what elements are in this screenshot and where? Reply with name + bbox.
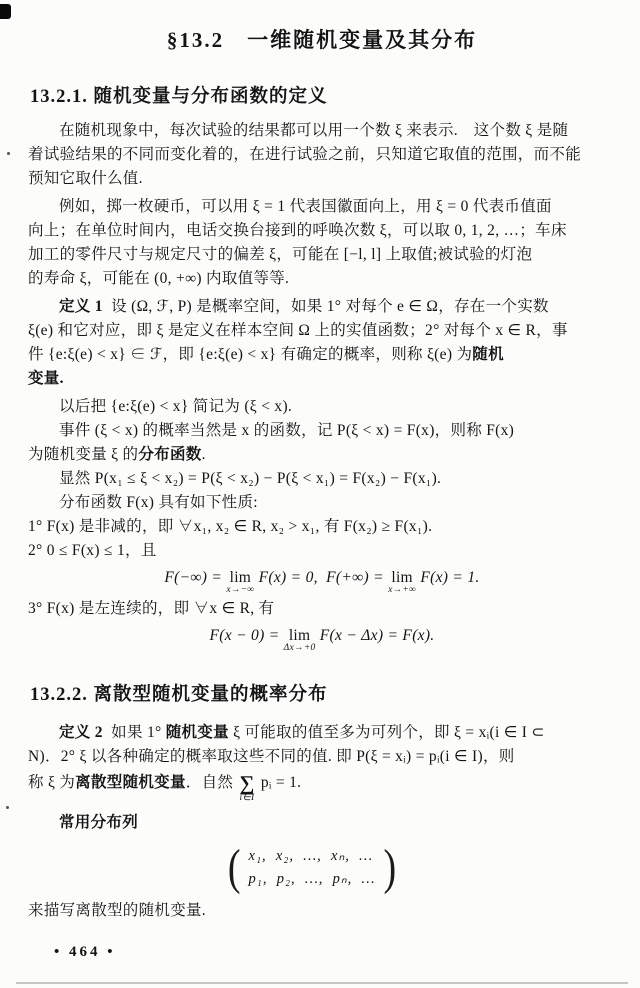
definition-1-line <box>28 343 616 367</box>
definition-2-label: 定义 2 <box>59 724 103 741</box>
formula-text: F(x) = 0, F(+∞) = <box>254 569 389 586</box>
section-heading-13-2-2: 13.2.2. 离散型随机变量的概率分布 <box>30 685 328 705</box>
chapter-title: §13.2 一维随机变量及其分布 <box>166 28 478 52</box>
limit-word: lim <box>288 626 311 644</box>
summation-operator <box>239 773 254 804</box>
limit-operator <box>388 570 416 596</box>
definition-2-text: 如果 1° <box>102 724 166 741</box>
property-2-line: 2° 0 ≤ F(x) ≤ 1，且 <box>28 542 157 559</box>
closing-line: 来描写离散型的随机变量. <box>28 902 206 919</box>
paragraph-line: 着试验结果的不同而变化着的，在进行试验之前，只知道它取值的范围，而不能 <box>28 146 582 163</box>
paragraph-line: 在随机现象中，每次试验的结果都可以用一个数 ξ 来表示. 这个数 ξ 是随 <box>59 122 569 139</box>
section-heading-13-2-1: 13.2.1. 随机变量与分布函数的定义 <box>30 87 328 107</box>
distribution-series-matrix <box>28 840 596 896</box>
paragraph-text: . <box>201 446 206 463</box>
property-3-line: 3° F(x) 是左连续的，即 ∀x ∈ R, 有 <box>28 600 275 617</box>
scan-artifact-corner <box>0 4 11 19</box>
definition-1-text: 件 {e:ξ(e) < x} ∈ ℱ，即 {e:ξ(e) < x} 有确定的概率，则称 ξ(e) 为 <box>28 346 473 363</box>
limit-subscript: x→+∞ <box>388 585 417 595</box>
paragraph-line: 向上；在单位时间内，电话交换台接到的呼唤次数 ξ，可以取 0, 1, 2, …；车床 <box>28 222 567 239</box>
definition-2-text: pᵢ = 1. <box>256 774 302 791</box>
limit-operator <box>284 628 316 654</box>
term-random-variable: 随机变量 <box>165 724 229 741</box>
property-1-line: 1° F(x) 是非减的，即 ∀x₁, x₂ ∈ R, x₂ > x₁, 有 F(x₂) ≥ F(x₁). <box>28 518 433 535</box>
matrix-row-values: x₁, x₂, …, xₙ, … <box>248 848 373 864</box>
paragraph-text: 为随机变量 ξ 的 <box>28 446 139 463</box>
paragraph-line: 以后把 {e:ξ(e) < x} 简记为 (ξ < x). <box>59 398 293 415</box>
definition-2-text: ξ 可能取的值至多为可列个，即 ξ = xᵢ(i ∈ I ⊂ <box>228 724 545 741</box>
definition-1-label: 定义 1 <box>59 298 103 315</box>
paragraph-line: 分布函数 F(x) 具有如下性质: <box>59 494 258 511</box>
term-distribution-function: 分布函数 <box>138 446 202 463</box>
definition-1-line: ξ(e) 和它对应，即 ξ 是定义在样本空间 Ω 上的实值函数；2° 对每个 x ∈ R，事 <box>28 322 568 339</box>
term-random-variable: 随机 <box>472 346 504 363</box>
formula-text: F(x − 0) = <box>209 627 284 644</box>
definition-2-text: ．自然 <box>185 774 238 791</box>
definition-1-line: 变量. <box>28 370 64 387</box>
formula-text: F(x − Δx) = F(x). <box>315 627 435 644</box>
matrix-rows <box>249 845 376 891</box>
open-parenthesis: ( <box>227 840 241 896</box>
definition-2-line <box>28 769 616 803</box>
common-distribution-label: 常用分布列 <box>59 814 139 831</box>
paragraph-line: 事件 (ξ < x) 的概率当然是 x 的函数，记 P(ξ < x) = F(x)，则称 F(x) <box>59 422 515 439</box>
paragraph-line: 的寿命 ξ，可能在 (0, +∞) 内取值等等. <box>28 270 290 287</box>
limit-subscript: Δx→+0 <box>283 643 316 653</box>
limit-subscript: x→−∞ <box>226 585 255 595</box>
summation-subscript: i∈I <box>239 793 255 803</box>
formula-text: F(−∞) = <box>164 569 227 586</box>
paragraph-line: 预知它取什么值. <box>28 170 143 187</box>
definition-2-line: N)．2° ξ 以各种确定的概率取这些不同的值. 即 P(ξ = xᵢ) = pᵢ(i ∈ I)，则 <box>28 748 515 765</box>
formula-text: F(x) = 1. <box>416 569 480 586</box>
term-discrete-random-variable: 离散型随机变量 <box>75 774 186 791</box>
limit-word: lim <box>391 568 413 586</box>
definition-2-text: 称 ξ 为 <box>28 774 76 791</box>
scan-artifact-bottom-line <box>16 982 628 984</box>
definition-2-line <box>28 721 616 745</box>
paragraph-line: 显然 P(x₁ ≤ ξ < x₂) = P(ξ < x₂) − P(ξ < x₁) = F(x₂) − F(x₁). <box>59 470 442 487</box>
matrix-row-probabilities: p₁, p₂, …, pₙ, … <box>248 871 376 887</box>
formula-limits-at-infinity <box>28 563 616 597</box>
formula-left-continuity <box>28 621 616 655</box>
page-number: • 464 • <box>54 944 116 960</box>
paragraph-line <box>28 443 616 467</box>
paragraph-line: 加工的零件尺寸与规定尺寸的偏差 ξ，可能在 [−l, l] 上取值;被试验的灯泡 <box>28 246 533 263</box>
definition-1-text: 设 (Ω, ℱ, P) 是概率空间，如果 1° 对每个 e ∈ Ω，存在一个实数 <box>102 298 549 315</box>
close-parenthesis: ) <box>383 840 397 896</box>
scan-speck <box>7 152 10 155</box>
limit-word: lim <box>229 568 252 586</box>
definition-1-line <box>28 295 616 319</box>
paragraph-line: 例如，掷一枚硬币，可以用 ξ = 1 代表国徽面向上，用 ξ = 0 代表币值面 <box>59 198 552 215</box>
sigma-sign: ∑ <box>239 771 255 795</box>
scan-speck <box>6 806 9 809</box>
limit-operator <box>226 570 254 596</box>
